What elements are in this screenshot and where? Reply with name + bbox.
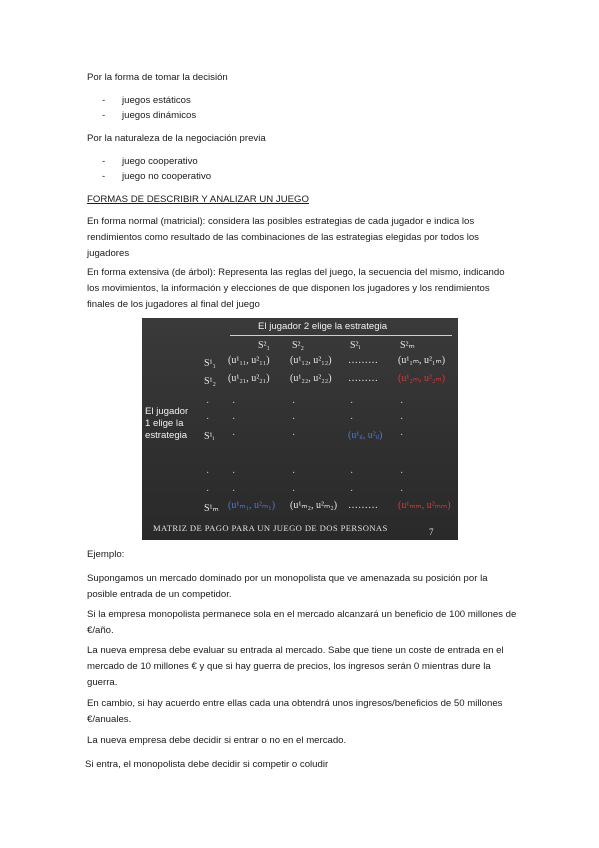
ellipsis-dot: ·: [350, 468, 354, 479]
decision-section-title: Por la forma de tomar la decisión: [87, 72, 228, 83]
ellipsis-dot: ·: [206, 398, 210, 409]
matrix-cell: ………: [348, 355, 378, 366]
ellipsis-dot: ·: [232, 468, 236, 479]
list-item: [102, 154, 198, 170]
ellipsis-dot: ·: [350, 414, 354, 425]
ellipsis-dot: ·: [206, 468, 210, 479]
ellipsis-dot: ·: [400, 486, 404, 497]
row-strategy: S¹ᵢ: [204, 431, 215, 442]
normal-form-paragraph: En forma normal (matricial): considera las posibles estrategias de cada jugador e indica los rendimientos como resultado de las combinaciones de las estrategias elegidas por todos los jugadores: [87, 216, 479, 259]
ellipsis-dot: ·: [292, 398, 296, 409]
matrix-cell: (u¹₂₂, u²₂₂): [290, 373, 332, 384]
list-item: [102, 108, 196, 124]
matrix-cell: (u¹₂₁, u²₂₁): [228, 373, 270, 384]
example-paragraph: Supongamos un mercado dominado por un monopolista que ve amenazada su posición por la posible entrada de un competidor.: [87, 573, 488, 600]
matrix-header-rule: [230, 335, 452, 336]
list-dash: -: [102, 171, 106, 182]
matrix-cell: (u¹ₘ₂, u²ₘ₂): [290, 500, 338, 511]
ellipsis-dot: ·: [292, 414, 296, 425]
matrix-caption: MATRIZ DE PAGO PARA UN JUEGO DE DOS PERSONAS: [153, 523, 388, 533]
matrix-cell: ………: [348, 500, 378, 511]
ellipsis-dot: ·: [400, 398, 404, 409]
matrix-header: El jugador 2 elige la estrategia: [258, 321, 388, 332]
example-paragraph: Si la empresa monopolista permanece sola en el mercado alcanzará un beneficio de 100 millones de €/año.: [87, 609, 517, 636]
player1-label-line: El jugador: [145, 406, 189, 417]
list-dash: -: [102, 156, 106, 167]
ellipsis-dot: ·: [400, 430, 404, 441]
ellipsis-dot: ·: [292, 486, 296, 497]
ellipsis-dot: ·: [232, 486, 236, 497]
slide-number: 7: [429, 527, 434, 537]
column-strategy: S²ₘ: [400, 340, 415, 351]
ellipsis-dot: ·: [292, 468, 296, 479]
ellipsis-dot: ·: [232, 414, 236, 425]
extensive-form-paragraph: En forma extensiva (de árbol): Representa las reglas del juego, la secuencia del mismo, indicando los movimientos, la información y elecciones de que disponen los jugadores y los rendimientos finales de los jugadores al final del juego: [87, 267, 505, 310]
ellipsis-dot: ·: [206, 414, 210, 425]
list-item-text: juego no cooperativo: [122, 171, 212, 182]
negotiation-section-title: Por la naturaleza de la negociación previa: [87, 133, 266, 144]
example-label: Ejemplo:: [87, 549, 125, 560]
ellipsis-dot: ·: [232, 398, 236, 409]
ellipsis-dot: ·: [350, 398, 354, 409]
section-heading: FORMAS DE DESCRIBIR Y ANALIZAR UN JUEGO: [87, 194, 309, 205]
matrix-cell: (u¹₁₁, u²₁₁): [228, 355, 270, 366]
list-item-text: juegos estáticos: [122, 95, 191, 106]
matrix-cell: (u¹ₘₘ, u²ₘₘ): [398, 500, 451, 511]
list-dash: -: [102, 95, 106, 106]
matrix-cell: (u¹ᵢⱼ, u²ᵢⱼ): [348, 430, 383, 441]
example-paragraph: Si entra, el monopolista debe decidir si competir o coludir: [85, 759, 329, 770]
example-paragraph: La nueva empresa debe decidir si entrar o no en el mercado.: [87, 735, 347, 746]
matrix-cell: ………: [348, 373, 378, 384]
list-dash: -: [102, 110, 106, 121]
ellipsis-dot: ·: [206, 486, 210, 497]
matrix-cell: (u¹₁₂, u²₁₂): [290, 355, 332, 366]
ellipsis-dot: ·: [400, 468, 404, 479]
ellipsis-dot: ·: [400, 414, 404, 425]
matrix-cell: (u¹₂ₘ, u²₂ₘ): [398, 373, 446, 384]
ellipsis-dot: ·: [292, 430, 296, 441]
row-strategy: S¹ₘ: [204, 503, 219, 514]
example-paragraph: En cambio, si hay acuerdo entre ellas cada una obtendrá unos ingresos/beneficios de 50 millones €/anuales.: [87, 698, 503, 725]
matrix-cell: (u¹ₘ₁, u²ₘ₁): [228, 500, 276, 511]
payoff-matrix-image: [142, 318, 458, 540]
list-item: [102, 169, 211, 185]
player1-label-line: estrategia: [145, 430, 188, 441]
list-item-text: juego cooperativo: [122, 156, 198, 167]
ellipsis-dot: ·: [232, 430, 236, 441]
matrix-cell: (u¹₁ₘ, u²₁ₘ): [398, 355, 446, 366]
ellipsis-dot: ·: [350, 486, 354, 497]
row-strategy: S¹₁: [204, 358, 217, 369]
column-strategy: S²₁: [258, 340, 271, 351]
player1-label-line: 1 elige la: [145, 418, 184, 429]
list-item: [102, 93, 191, 109]
example-paragraph: La nueva empresa debe evaluar su entrada al mercado. Sabe que tiene un coste de entrada en el mercado de 10 millones € y que si hay guerra de precios, los ingresos serán 0 mientras dure la guerra.: [87, 645, 504, 688]
row-strategy: S¹₂: [204, 376, 217, 387]
column-strategy: S²₂: [292, 340, 305, 351]
list-item-text: juegos dinámicos: [122, 110, 197, 121]
column-strategy: S²ᵢ: [350, 340, 361, 351]
